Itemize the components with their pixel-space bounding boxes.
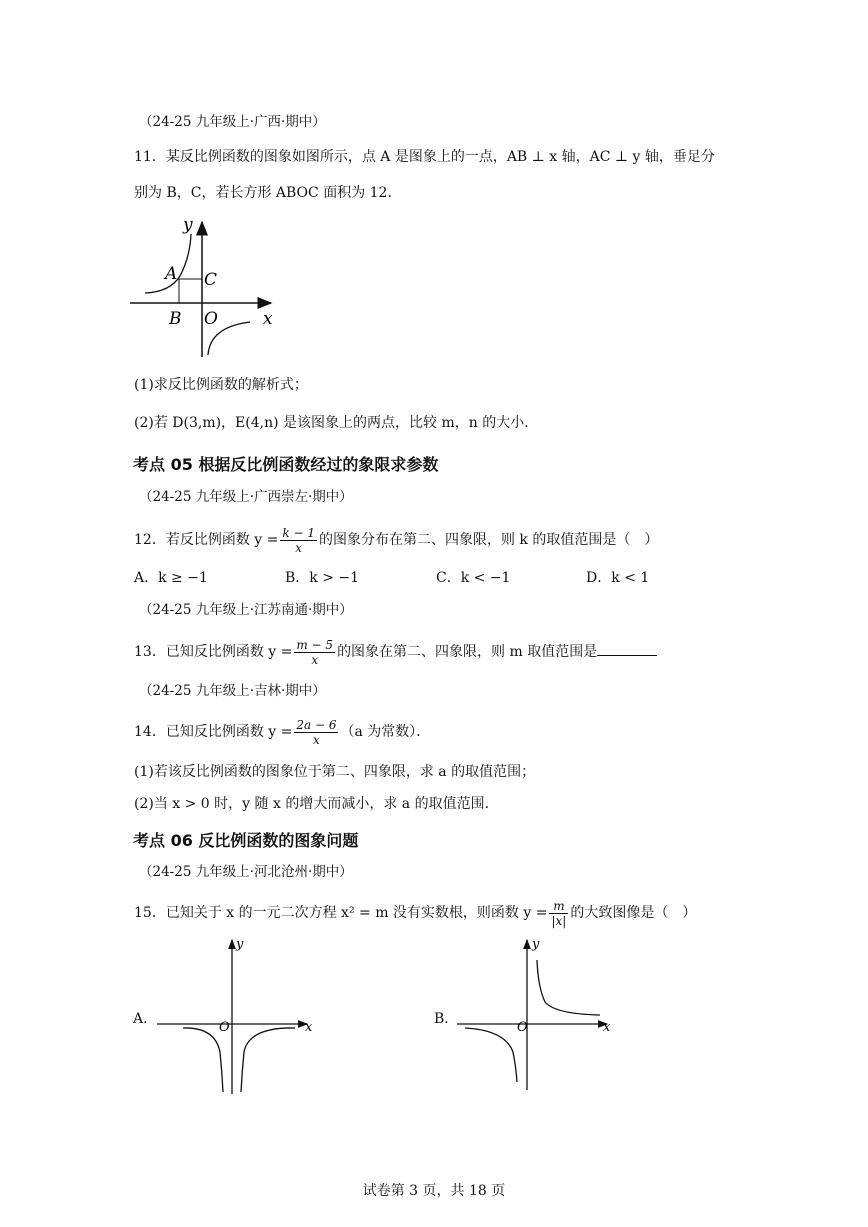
q12-denominator: x <box>295 540 303 555</box>
q13-numerator: m − 5 <box>296 637 334 652</box>
q14-numerator: 2a − 6 <box>296 717 337 732</box>
q15-denominator: |x| <box>551 913 567 928</box>
q15-fraction <box>549 899 568 928</box>
q13-suffix: 的图象在第二、四象限，则 m 取值范围是 <box>337 644 598 660</box>
q15a-curve-right <box>241 1028 295 1092</box>
q11-text-line1: 11．某反比例函数的图象如图所示，点 A 是图象上的一点，AB ⊥ x 轴，AC ⊥ y 轴，垂足分 <box>134 149 715 165</box>
q13-denominator: x <box>311 652 319 667</box>
q12-text <box>134 522 658 558</box>
q15a-label-O: O <box>219 1020 230 1035</box>
q12-choice-c: C．k < −1 <box>436 570 511 586</box>
q15-source: （24-25 九年级上·河北沧州·期中） <box>139 864 353 880</box>
q12-choice-a: A．k ≥ −1 <box>134 570 208 586</box>
q15a-curve-left <box>183 1028 223 1092</box>
q11-label-O: O <box>204 309 218 329</box>
q15-prefix: 15．已知关于 x 的一元二次方程 x² = m 没有实数根，则函数 y = <box>134 905 548 921</box>
q14-denominator: x <box>313 732 320 747</box>
page-footer: 试卷第 3 页，共 18 页 <box>362 1183 506 1199</box>
q14-part2: (2)当 x > 0 时，y 随 x 的增大而减小，求 a 的取值范围． <box>134 796 499 812</box>
q14-part1: (1)若该反比例函数的图象位于第二、四象限，求 a 的取值范围； <box>134 764 536 780</box>
q15a-label-x: x <box>305 1020 313 1035</box>
q12-fraction <box>280 526 317 555</box>
q11-part2: (2)若 D(3,m)，E(4,n) 是该图象上的两点，比较 m，n 的大小． <box>134 415 539 431</box>
q13-text <box>134 634 657 670</box>
q14-source: （24-25 九年级上·吉林·期中） <box>139 683 326 699</box>
q11-source: （24-25 九年级上·广西·期中） <box>139 114 326 130</box>
q14-fraction <box>294 718 338 747</box>
q13-fraction <box>294 638 335 667</box>
q15-suffix: 的大致图像是（ ） <box>570 905 697 921</box>
q15-graph-a[interactable] <box>155 932 320 1097</box>
q13-source: （24-25 九年级上·江苏南通·期中） <box>139 602 353 618</box>
q14-suffix: （a 为常数）． <box>340 724 431 740</box>
q12-prefix: 12．若反比例函数 y = <box>134 532 279 548</box>
q12-choice-d: D．k < 1 <box>586 570 650 586</box>
q15a-label-y: y <box>236 937 244 952</box>
q15-option-a-label[interactable]: A． <box>133 1011 158 1027</box>
q15-numerator: m <box>549 899 568 914</box>
q15b-curve-left <box>465 1028 517 1082</box>
q13-answer-blank[interactable] <box>597 641 657 656</box>
q11-label-B: B <box>169 309 182 329</box>
q15-option-b-label[interactable]: B． <box>434 1011 459 1027</box>
section-06-heading: 考点 06 反比例函数的图象问题 <box>133 831 359 850</box>
q13-prefix: 13．已知反比例函数 y = <box>134 644 293 660</box>
q11-label-x: x <box>263 309 273 329</box>
q14-prefix: 14．已知反比例函数 y = <box>134 724 293 740</box>
q15b-label-O: O <box>517 1020 528 1035</box>
q12-numerator: k − 1 <box>282 525 315 540</box>
q11-label-C: C <box>204 270 218 290</box>
q12-suffix: 的图象分布在第二、四象限，则 k 的取值范围是（ ） <box>318 532 659 548</box>
q11-label-A: A <box>165 264 178 284</box>
q11-part1: (1)求反比例函数的解析式； <box>134 377 308 393</box>
q14-text <box>134 714 430 750</box>
q12-choice-b: B．k > −1 <box>285 570 360 586</box>
q11-label-y: y <box>183 215 193 235</box>
q12-source: （24-25 九年级上·广西崇左·期中） <box>139 489 353 505</box>
q15b-curve-right <box>537 960 600 1015</box>
q15b-label-y: y <box>532 937 540 952</box>
section-05-heading: 考点 05 根据反比例函数经过的象限求参数 <box>133 455 439 474</box>
q11-figure <box>125 212 285 362</box>
q15-text <box>134 895 696 931</box>
q11-text-line2: 别为 B，C，若长方形 ABOC 面积为 12． <box>134 185 402 201</box>
q15-graph-b[interactable] <box>455 932 620 1097</box>
q15b-label-x: x <box>603 1020 611 1035</box>
